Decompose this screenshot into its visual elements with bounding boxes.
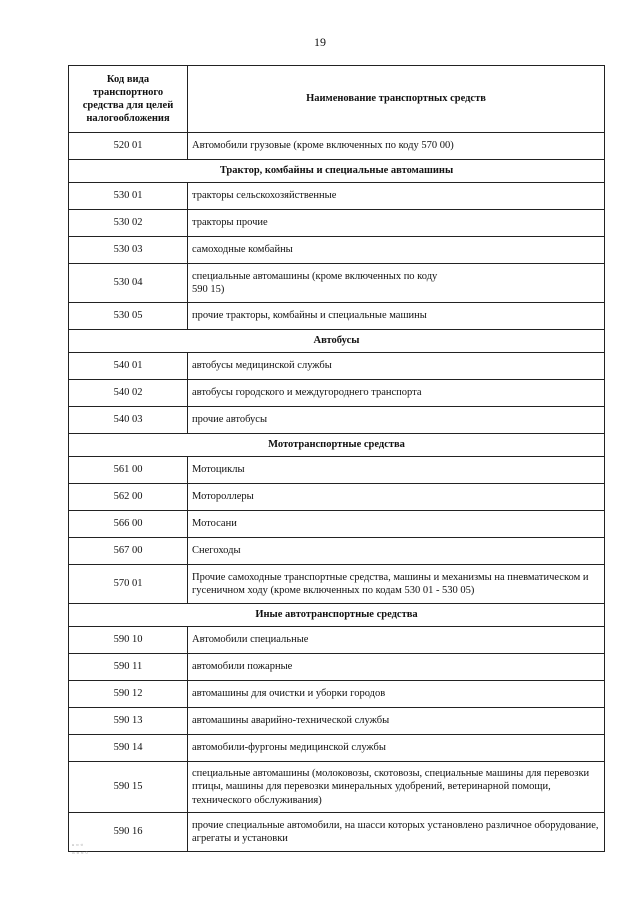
vehicle-code: 520 01 (69, 133, 188, 160)
vehicle-code: 540 03 (69, 407, 188, 434)
vehicle-name: Мотоциклы (188, 457, 605, 484)
section-title: Трактор, комбайны и специальные автомашины (69, 160, 605, 183)
section-header-row (69, 604, 605, 627)
table-row (69, 353, 605, 380)
vehicle-code: 562 00 (69, 484, 188, 511)
table-row (69, 133, 605, 160)
vehicle-code: 567 00 (69, 538, 188, 565)
table-row (69, 681, 605, 708)
table-row (69, 538, 605, 565)
vehicle-code: 590 10 (69, 627, 188, 654)
table-row (69, 813, 605, 852)
table-body (69, 133, 605, 852)
vehicle-code: 590 15 (69, 762, 188, 813)
vehicle-name: Снегоходы (188, 538, 605, 565)
vehicle-name: тракторы прочие (188, 210, 605, 237)
vehicle-name: прочие специальные автомобили, на шасси которых установлено различное оборудование, агрегаты и установки (188, 813, 605, 852)
vehicle-code: 530 01 (69, 183, 188, 210)
table-row (69, 654, 605, 681)
vehicle-name: самоходные комбайны (188, 237, 605, 264)
table-row (69, 264, 605, 303)
vehicle-name: автомашины аварийно-технической службы (188, 708, 605, 735)
table-row (69, 380, 605, 407)
page-number: 19 (314, 35, 326, 49)
section-header-row (69, 160, 605, 183)
vehicle-code: 590 14 (69, 735, 188, 762)
vehicle-code: 540 01 (69, 353, 188, 380)
vehicle-code: 561 00 (69, 457, 188, 484)
table-row (69, 457, 605, 484)
vehicle-name: прочие тракторы, комбайны и специальные машины (188, 303, 605, 330)
vehicle-code: 590 16 (69, 813, 188, 852)
scan-stamp: ▫︎ ▫︎ ▫︎ ▫︎ ▫︎ ▫︎ ▫︎ (71, 841, 89, 858)
vehicle-name: автомобили-фургоны медицинской службы (188, 735, 605, 762)
table-row (69, 484, 605, 511)
table-row (69, 762, 605, 813)
vehicle-name: Автомобили специальные (188, 627, 605, 654)
vehicle-name: тракторы сельскохозяйственные (188, 183, 605, 210)
vehicle-name: автомашины для очистки и уборки городов (188, 681, 605, 708)
section-title: Автобусы (69, 330, 605, 353)
vehicle-code: 590 11 (69, 654, 188, 681)
table-row (69, 210, 605, 237)
vehicle-code: 530 02 (69, 210, 188, 237)
vehicle-name: специальные автомашины (кроме включенных по коду 590 15) (188, 264, 605, 303)
vehicle-name: автобусы городского и междугороднего транспорта (188, 380, 605, 407)
table-row (69, 708, 605, 735)
vehicle-name: специальные автомашины (молоковозы, скотовозы, специальные машины для перевозки птицы, машины для перевозки минеральных удобрений, ветеринарной помощи, технического обслуживания) (188, 762, 605, 813)
table-row (69, 303, 605, 330)
vehicle-code: 590 13 (69, 708, 188, 735)
vehicle-name: прочие автобусы (188, 407, 605, 434)
vehicle-code: 590 12 (69, 681, 188, 708)
table-row (69, 565, 605, 604)
vehicle-code: 530 03 (69, 237, 188, 264)
table-row (69, 407, 605, 434)
section-header-row (69, 434, 605, 457)
vehicle-code: 530 04 (69, 264, 188, 303)
vehicle-name: Мотороллеры (188, 484, 605, 511)
header-code-column: Код вида транспортного средства для целей налогообложения (69, 66, 188, 133)
vehicle-code: 540 02 (69, 380, 188, 407)
table-header-row (69, 66, 605, 133)
vehicle-code-table (68, 65, 605, 852)
table-row (69, 237, 605, 264)
table-row (69, 511, 605, 538)
vehicle-name: Прочие самоходные транспортные средства, машины и механизмы на пневматическом и гусеничном ходу (кроме включенных по кодам 530 01 - 530 05) (188, 565, 605, 604)
table-row (69, 735, 605, 762)
section-title: Иные автотранспортные средства (69, 604, 605, 627)
vehicle-name: автобусы медицинской службы (188, 353, 605, 380)
vehicle-name: автомобили пожарные (188, 654, 605, 681)
table-row (69, 183, 605, 210)
table-row (69, 627, 605, 654)
vehicle-code: 570 01 (69, 565, 188, 604)
vehicle-name: Автомобили грузовые (кроме включенных по коду 570 00) (188, 133, 605, 160)
vehicle-name: Мотосани (188, 511, 605, 538)
vehicle-code: 530 05 (69, 303, 188, 330)
vehicle-code: 566 00 (69, 511, 188, 538)
header-name-column: Наименование транспортных средств (188, 66, 605, 133)
section-title: Мототранспортные средства (69, 434, 605, 457)
section-header-row (69, 330, 605, 353)
